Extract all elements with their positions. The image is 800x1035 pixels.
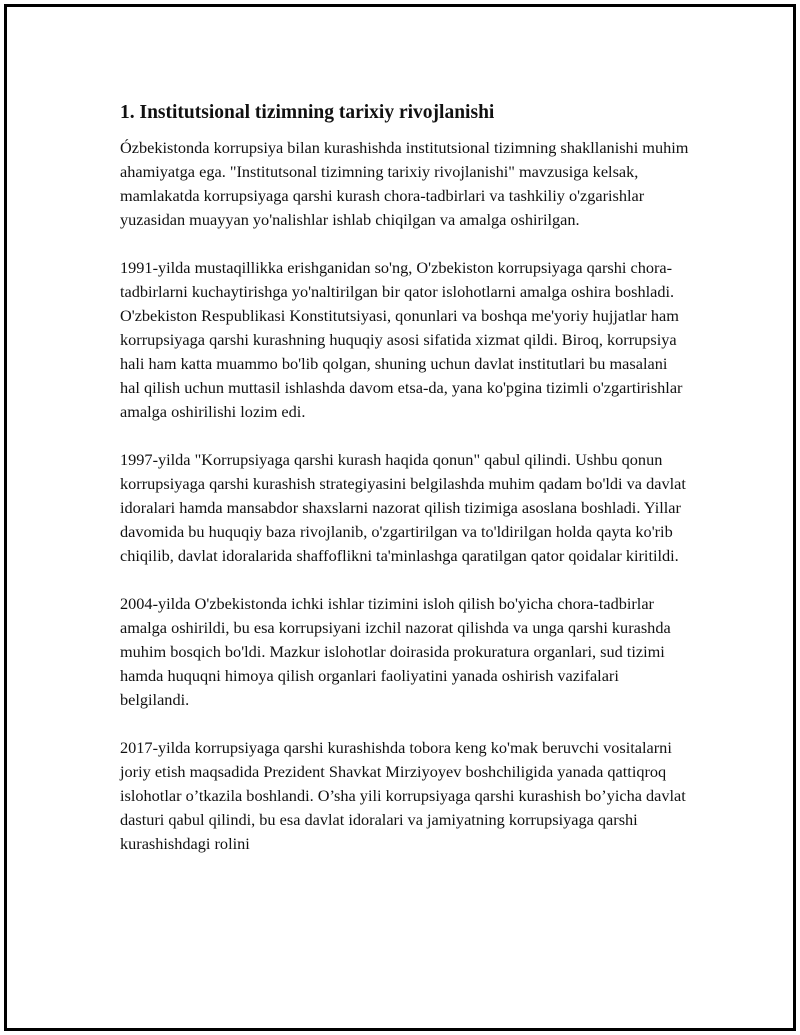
paragraph-intro: Ózbekistonda korrupsiya bilan kurashishda institutsional tizimning shakllanishi muhim ahamiyatga ega. "Institutsonal tizimning tarixiy rivojlanishi" mavzusiga kelsak, mamlakatda korrupsiyaga qarshi kurash chora-tadbirlari va tashkiliy o'zgarishlar yuzasidan muayyan yo'nalishlar ishlab chiqilgan va amalga oshirilgan. (120, 138, 689, 229)
document-body (120, 100, 690, 880)
paragraph-2004: 2004-yilda O'zbekistonda ichki ishlar tizimini isloh qilish bo'yicha chora-tadbirlar amalga oshirildi, bu esa korrupsiyani izchil nazorat qilishda va unga qarshi kurashda muhim bosqich bo'ldi. Mazkur islohotlar doirasida prokuratura organlari, sud tizimi hamda huquqni himoya qilish organlari faoliyatini yanada oshirish vazifalari belgilandi. (120, 594, 671, 709)
page-frame (4, 4, 796, 1031)
paragraph-1997: 1997-yilda "Korrupsiyaga qarshi kurash haqida qonun" qabul qilindi. Ushbu qonun korrupsiyaga qarshi kurashish strategiyasini belgilashda muhim qadam bo'ldi va davlat idoralari hamda mansabdor shaxslarni nazorat qilish tizimiga asoslana boshladi. Yillar davomida bu huquqiy baza rivojlanib, o'zgartirilgan va to'ldirilgan holda qayta ko'rib chiqilib, davlat idoralarida shaffoflikni ta'minlashga qaratilgan qator qoidalar kiritildi. (120, 450, 686, 565)
paragraph-1991: 1991-yilda mustaqillikka erishganidan so'ng, O'zbekiston korrupsiyaga qarshi chora-tadbirlarni kuchaytirishga yo'naltirilgan bir qator islohotlarni amalga oshira boshladi. O'zbekiston Respublikasi Konstitutsiyasi, qonunlari va boshqa me'yoriy hujjatlar ham korrupsiyaga qarshi kurashning huquqiy asosi sifatida xizmat qildi. Biroq, korrupsiya hali ham katta muammo bo'lib qolgan, shuning uchun davlat institutlari bu masalani hal qilish uchun muttasil ishlashda davom etsa-da, yana ko'pgina tizimli o'zgartirishlar amalga oshirilishi lozim edi. (120, 258, 683, 421)
section-heading: 1. Institutsional tizimning tarixiy rivojlanishi (120, 102, 495, 123)
paragraph-2017: 2017-yilda korrupsiyaga qarshi kurashishda tobora keng ko'mak beruvchi vositalarni joriy etish maqsadida Prezident Shavkat Mirziyoyev boshchiligida yanada qattiqroq islohotlar o’tkazila boshlandi. O’sha yili korrupsiyaga qarshi kurashish bo’yicha davlat dasturi qabul qilindi, bu esa davlat idoralari va jamiyatning korrupsiyaga qarshi kurashishdagi rolini (120, 738, 686, 853)
